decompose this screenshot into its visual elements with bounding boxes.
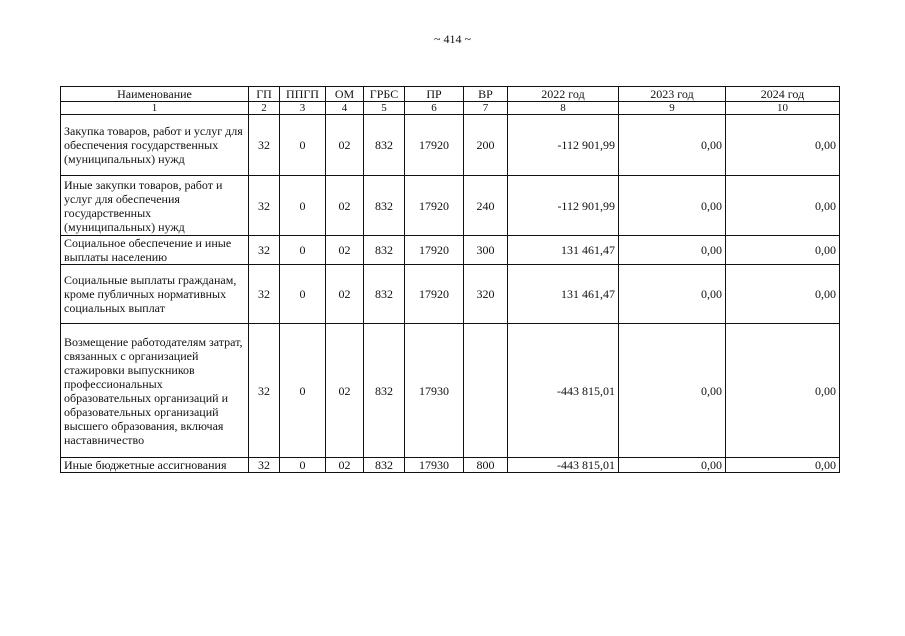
cell-vr: 200	[464, 115, 508, 176]
table-row	[61, 324, 840, 458]
col-header-om: ОМ	[326, 87, 364, 102]
col-header-grbs: ГРБС	[364, 87, 405, 102]
cell-ppgp: 0	[280, 115, 326, 176]
cell-gp: 32	[249, 458, 280, 473]
cell-name: Иные закупки товаров, работ и услуг для обеспечения государственных (муниципальных) нужд	[61, 176, 249, 236]
col-number: 6	[405, 102, 464, 115]
col-number: 5	[364, 102, 405, 115]
cell-2024: 0,00	[726, 236, 840, 265]
col-header-pr: ПР	[405, 87, 464, 102]
col-header-2022: 2022 год	[508, 87, 619, 102]
col-header-name: Наименование	[61, 87, 249, 102]
cell-2023: 0,00	[619, 265, 726, 324]
cell-gp: 32	[249, 236, 280, 265]
col-header-ppgp: ППГП	[280, 87, 326, 102]
col-header-vr: ВР	[464, 87, 508, 102]
cell-gp: 32	[249, 115, 280, 176]
cell-name: Закупка товаров, работ и услуг для обеспечения государственных (муниципальных) нужд	[61, 115, 249, 176]
cell-ppgp: 0	[280, 176, 326, 236]
cell-2024: 0,00	[726, 265, 840, 324]
cell-om: 02	[326, 324, 364, 458]
cell-vr: 320	[464, 265, 508, 324]
cell-2024: 0,00	[726, 458, 840, 473]
cell-name: Социальные выплаты гражданам, кроме публичных нормативных социальных выплат	[61, 265, 249, 324]
cell-ppgp: 0	[280, 236, 326, 265]
cell-grbs: 832	[364, 115, 405, 176]
cell-2022: 131 461,47	[508, 265, 619, 324]
cell-2023: 0,00	[619, 458, 726, 473]
table-row	[61, 236, 840, 265]
cell-gp: 32	[249, 176, 280, 236]
cell-gp: 32	[249, 324, 280, 458]
budget-table	[60, 86, 840, 473]
col-header-2024: 2024 год	[726, 87, 840, 102]
cell-2022: -112 901,99	[508, 176, 619, 236]
cell-vr: 300	[464, 236, 508, 265]
cell-2023: 0,00	[619, 236, 726, 265]
page-number: ~ 414 ~	[434, 32, 471, 46]
col-number: 7	[464, 102, 508, 115]
cell-grbs: 832	[364, 458, 405, 473]
col-number: 1	[61, 102, 249, 115]
cell-om: 02	[326, 176, 364, 236]
cell-ppgp: 0	[280, 265, 326, 324]
col-number: 2	[249, 102, 280, 115]
col-number: 9	[619, 102, 726, 115]
column-number-row	[61, 102, 840, 115]
cell-pr: 17920	[405, 176, 464, 236]
table-row	[61, 176, 840, 236]
cell-name: Социальное обеспечение и иные выплаты населению	[61, 236, 249, 265]
cell-om: 02	[326, 115, 364, 176]
cell-vr: 240	[464, 176, 508, 236]
cell-2022: -443 815,01	[508, 324, 619, 458]
col-number: 3	[280, 102, 326, 115]
cell-2023: 0,00	[619, 176, 726, 236]
col-number: 8	[508, 102, 619, 115]
cell-gp: 32	[249, 265, 280, 324]
table-row	[61, 115, 840, 176]
cell-2024: 0,00	[726, 115, 840, 176]
cell-pr: 17920	[405, 236, 464, 265]
cell-grbs: 832	[364, 265, 405, 324]
col-header-gp: ГП	[249, 87, 280, 102]
col-number: 4	[326, 102, 364, 115]
cell-ppgp: 0	[280, 458, 326, 473]
col-number: 10	[726, 102, 840, 115]
table-row	[61, 458, 840, 473]
cell-name: Возмещение работодателям затрат, связанных с организацией стажировки выпускников профессиональных образовательных организаций и образовательных организаций высшего образования, включая наставничество	[61, 324, 249, 458]
cell-grbs: 832	[364, 176, 405, 236]
cell-grbs: 832	[364, 236, 405, 265]
cell-grbs: 832	[364, 324, 405, 458]
cell-vr: 800	[464, 458, 508, 473]
col-header-2023: 2023 год	[619, 87, 726, 102]
cell-2022: -443 815,01	[508, 458, 619, 473]
cell-2023: 0,00	[619, 115, 726, 176]
cell-pr: 17920	[405, 265, 464, 324]
cell-2024: 0,00	[726, 324, 840, 458]
cell-name: Иные бюджетные ассигнования	[61, 458, 249, 473]
cell-2024: 0,00	[726, 176, 840, 236]
cell-pr: 17930	[405, 458, 464, 473]
cell-2023: 0,00	[619, 324, 726, 458]
cell-om: 02	[326, 236, 364, 265]
table-row	[61, 265, 840, 324]
cell-ppgp: 0	[280, 324, 326, 458]
header-row	[61, 87, 840, 102]
cell-2022: 131 461,47	[508, 236, 619, 265]
cell-om: 02	[326, 458, 364, 473]
cell-pr: 17930	[405, 324, 464, 458]
cell-2022: -112 901,99	[508, 115, 619, 176]
cell-om: 02	[326, 265, 364, 324]
cell-pr: 17920	[405, 115, 464, 176]
cell-vr	[464, 324, 508, 458]
